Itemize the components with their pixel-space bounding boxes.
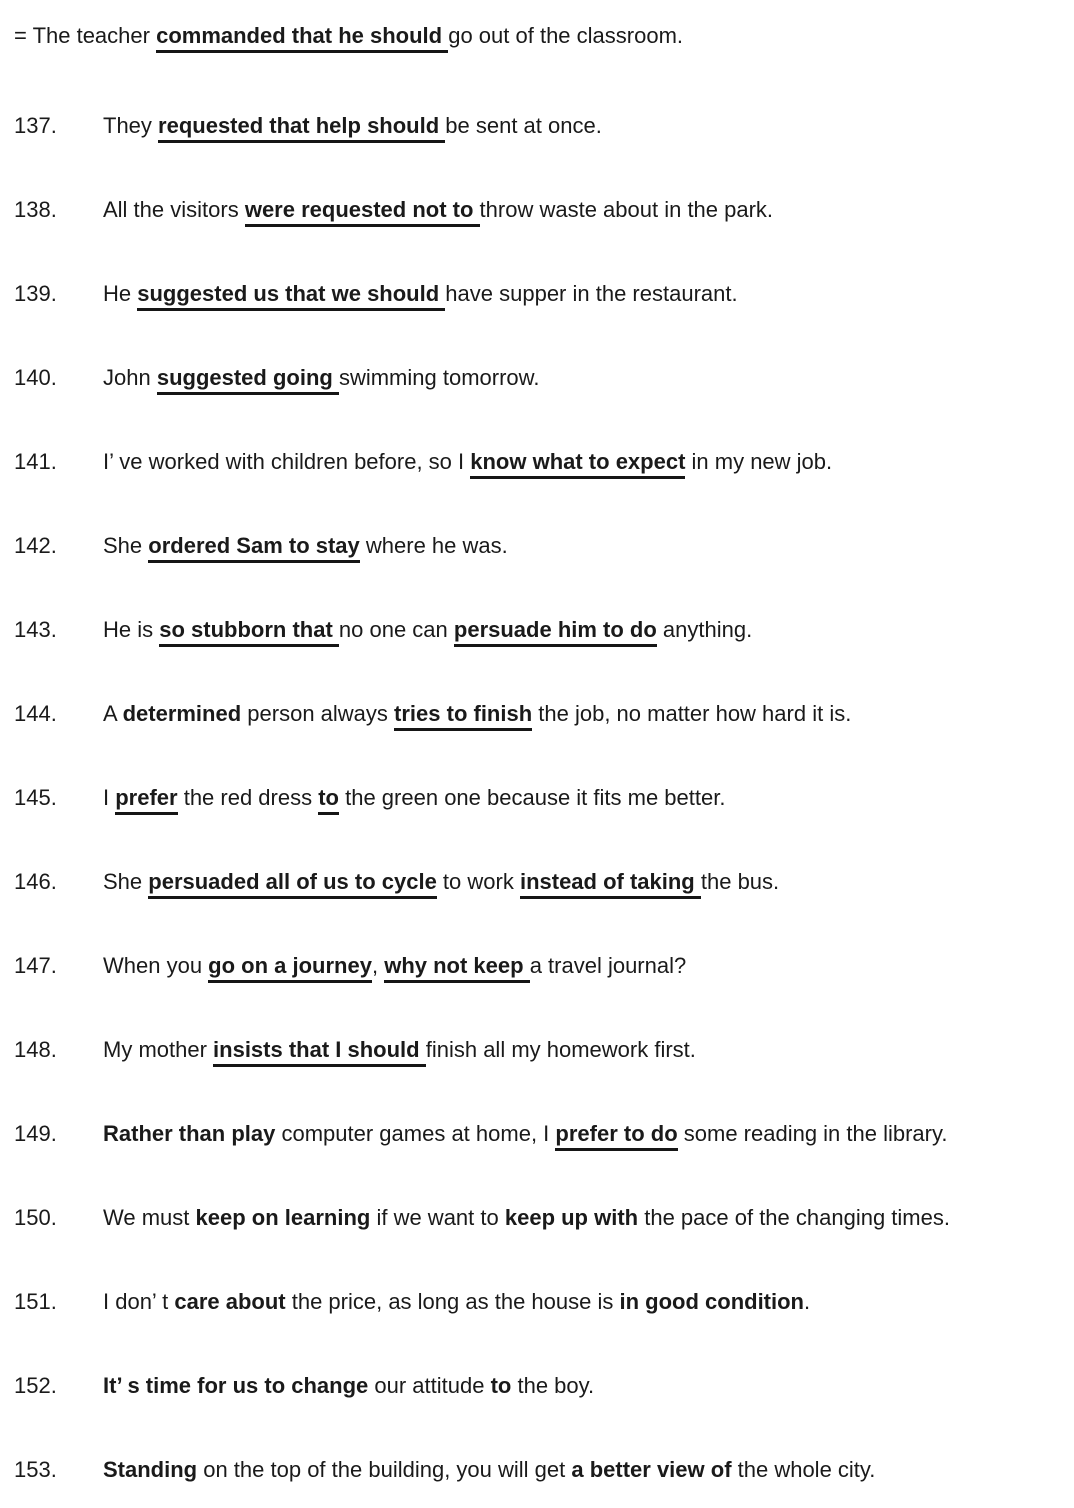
- sentence-item: [14, 952, 1066, 980]
- sentence-text: [103, 1036, 696, 1064]
- item-number: 140.: [14, 365, 57, 390]
- text-segment: She: [103, 533, 149, 558]
- sentence-text: [103, 280, 738, 308]
- text-segment: person always: [241, 701, 395, 726]
- text-segment: All the visitors: [103, 197, 245, 222]
- sentence-text: [103, 364, 539, 392]
- sentence-text: [103, 112, 602, 140]
- sentence-list: [14, 112, 1066, 1484]
- item-number: 143.: [14, 617, 57, 642]
- text-segment: ,: [371, 953, 385, 978]
- bold-segment: determined: [122, 701, 242, 726]
- text-segment: the price, as long as the house is: [285, 1289, 620, 1314]
- sentence-item: [14, 280, 1066, 308]
- text-segment: I: [103, 785, 116, 810]
- bold-underlined-segment: to: [318, 785, 339, 815]
- sentence-item: [14, 1372, 1066, 1400]
- sentence-text: [103, 1120, 947, 1148]
- sentence-item: [14, 1120, 1066, 1148]
- sentence-text: [103, 1204, 950, 1232]
- text-segment: He is: [103, 617, 160, 642]
- bold-underlined-segment: prefer to do: [555, 1121, 677, 1151]
- item-number: 149.: [14, 1121, 57, 1146]
- bold-underlined-segment: were requested not to: [245, 197, 480, 227]
- bold-segment: in good condition: [619, 1289, 804, 1314]
- sentence-text: [103, 784, 725, 812]
- bold-segment: a better view of: [571, 1457, 732, 1482]
- text-segment: She: [103, 869, 149, 894]
- text-segment: go out of the classroom.: [448, 23, 684, 48]
- bold-underlined-segment: persuade him to do: [454, 617, 657, 647]
- text-segment: have supper in the restaurant.: [445, 281, 738, 306]
- text-segment: = The teacher: [14, 23, 157, 48]
- text-segment: I’ ve worked with children before, so I: [103, 449, 471, 474]
- bold-underlined-segment: requested that help should: [158, 113, 445, 143]
- sentence-text: [103, 616, 752, 644]
- sentence-item: [14, 700, 1066, 728]
- item-number: 145.: [14, 785, 57, 810]
- bold-underlined-segment: insists that I should: [213, 1037, 426, 1067]
- item-number: 152.: [14, 1373, 57, 1398]
- text-segment: He: [103, 281, 138, 306]
- sentence-item: [14, 868, 1066, 896]
- bold-underlined-segment: know what to expect: [470, 449, 685, 479]
- sentence-item: [14, 364, 1066, 392]
- text-segment: where he was.: [359, 533, 508, 558]
- sentence-item: [14, 1456, 1066, 1484]
- sentence-text: [103, 868, 779, 896]
- bold-underlined-segment: go on a journey: [208, 953, 372, 983]
- text-segment: a travel journal?: [529, 953, 687, 978]
- bold-underlined-segment: suggested going: [157, 365, 339, 395]
- bold-underlined-segment: so stubborn that: [159, 617, 339, 647]
- sentence-text: [103, 952, 686, 980]
- item-number: 141.: [14, 449, 57, 474]
- bold-underlined-segment: suggested us that we should: [137, 281, 445, 311]
- bold-segment: keep up with: [504, 1205, 639, 1230]
- bold-segment: It’ s time for us to change: [103, 1373, 369, 1398]
- bold-underlined-segment: commanded that he should: [156, 23, 448, 53]
- item-number: 147.: [14, 953, 57, 978]
- sentence-item: [14, 532, 1066, 560]
- sentence-text: [103, 196, 773, 224]
- sentence-text: [103, 532, 508, 560]
- text-segment: be sent at once.: [445, 113, 602, 138]
- sentence-text: [103, 700, 851, 728]
- text-segment: computer games at home, I: [275, 1121, 556, 1146]
- text-segment: We must: [103, 1205, 196, 1230]
- text-segment: throw waste about in the park.: [479, 197, 774, 222]
- text-segment: My mother: [103, 1037, 214, 1062]
- text-segment: the green one because it fits me better.: [339, 785, 726, 810]
- bold-underlined-segment: ordered Sam to stay: [148, 533, 360, 563]
- item-number: 142.: [14, 533, 57, 558]
- item-number: 150.: [14, 1205, 57, 1230]
- text-segment: anything.: [656, 617, 753, 642]
- text-segment: finish all my homework first.: [425, 1037, 696, 1062]
- text-segment: no one can: [338, 617, 454, 642]
- item-number: 153.: [14, 1457, 57, 1482]
- sentence-item: [14, 616, 1066, 644]
- bold-underlined-segment: why not keep: [384, 953, 529, 983]
- text-segment: swimming tomorrow.: [338, 365, 540, 390]
- text-segment: the job, no matter how hard it is.: [532, 701, 852, 726]
- sentence-item: [14, 1288, 1066, 1316]
- sentence-item: [14, 1204, 1066, 1232]
- item-number: 151.: [14, 1289, 57, 1314]
- bold-segment: keep on learning: [195, 1205, 371, 1230]
- text-segment: the whole city.: [731, 1457, 876, 1482]
- rewrite-equals-line: [14, 22, 1066, 50]
- sentence-item: [14, 784, 1066, 812]
- sentence-item: [14, 196, 1066, 224]
- sentence-text: [103, 1456, 875, 1484]
- sentence-item: [14, 112, 1066, 140]
- item-number: 138.: [14, 197, 57, 222]
- sentence-text: [103, 448, 832, 476]
- item-number: 148.: [14, 1037, 57, 1062]
- text-segment: I don’ t: [103, 1289, 175, 1314]
- bold-segment: to: [490, 1373, 512, 1398]
- text-segment: in my new job.: [685, 449, 833, 474]
- sentence-item: [14, 448, 1066, 476]
- bold-segment: care about: [174, 1289, 286, 1314]
- text-segment: the red dress: [177, 785, 319, 810]
- bold-underlined-segment: tries to finish: [394, 701, 532, 731]
- text-segment: .: [804, 1289, 811, 1314]
- text-segment: our attitude: [368, 1373, 491, 1398]
- bold-underlined-segment: persuaded all of us to cycle: [148, 869, 437, 899]
- sentence-item: [14, 1036, 1066, 1064]
- item-number: 137.: [14, 113, 57, 138]
- text-segment: When you: [103, 953, 209, 978]
- text-segment: some reading in the library.: [677, 1121, 948, 1146]
- bold-underlined-segment: instead of taking: [520, 869, 701, 899]
- text-segment: John: [103, 365, 157, 390]
- text-segment: They: [103, 113, 159, 138]
- text-segment: on the top of the building, you will get: [197, 1457, 572, 1482]
- text-segment: to work: [436, 869, 520, 894]
- item-number: 139.: [14, 281, 57, 306]
- text-segment: if we want to: [370, 1205, 505, 1230]
- bold-segment: Rather than play: [103, 1121, 276, 1146]
- sentence-text: [103, 1372, 594, 1400]
- bold-underlined-segment: prefer: [115, 785, 177, 815]
- sentence-text: [103, 1288, 810, 1316]
- text-segment: the pace of the changing times.: [638, 1205, 950, 1230]
- bold-segment: Standing: [103, 1457, 198, 1482]
- text-segment: the boy.: [511, 1373, 595, 1398]
- text-segment: the bus.: [700, 869, 780, 894]
- item-number: 146.: [14, 869, 57, 894]
- text-segment: A: [103, 701, 123, 726]
- item-number: 144.: [14, 701, 57, 726]
